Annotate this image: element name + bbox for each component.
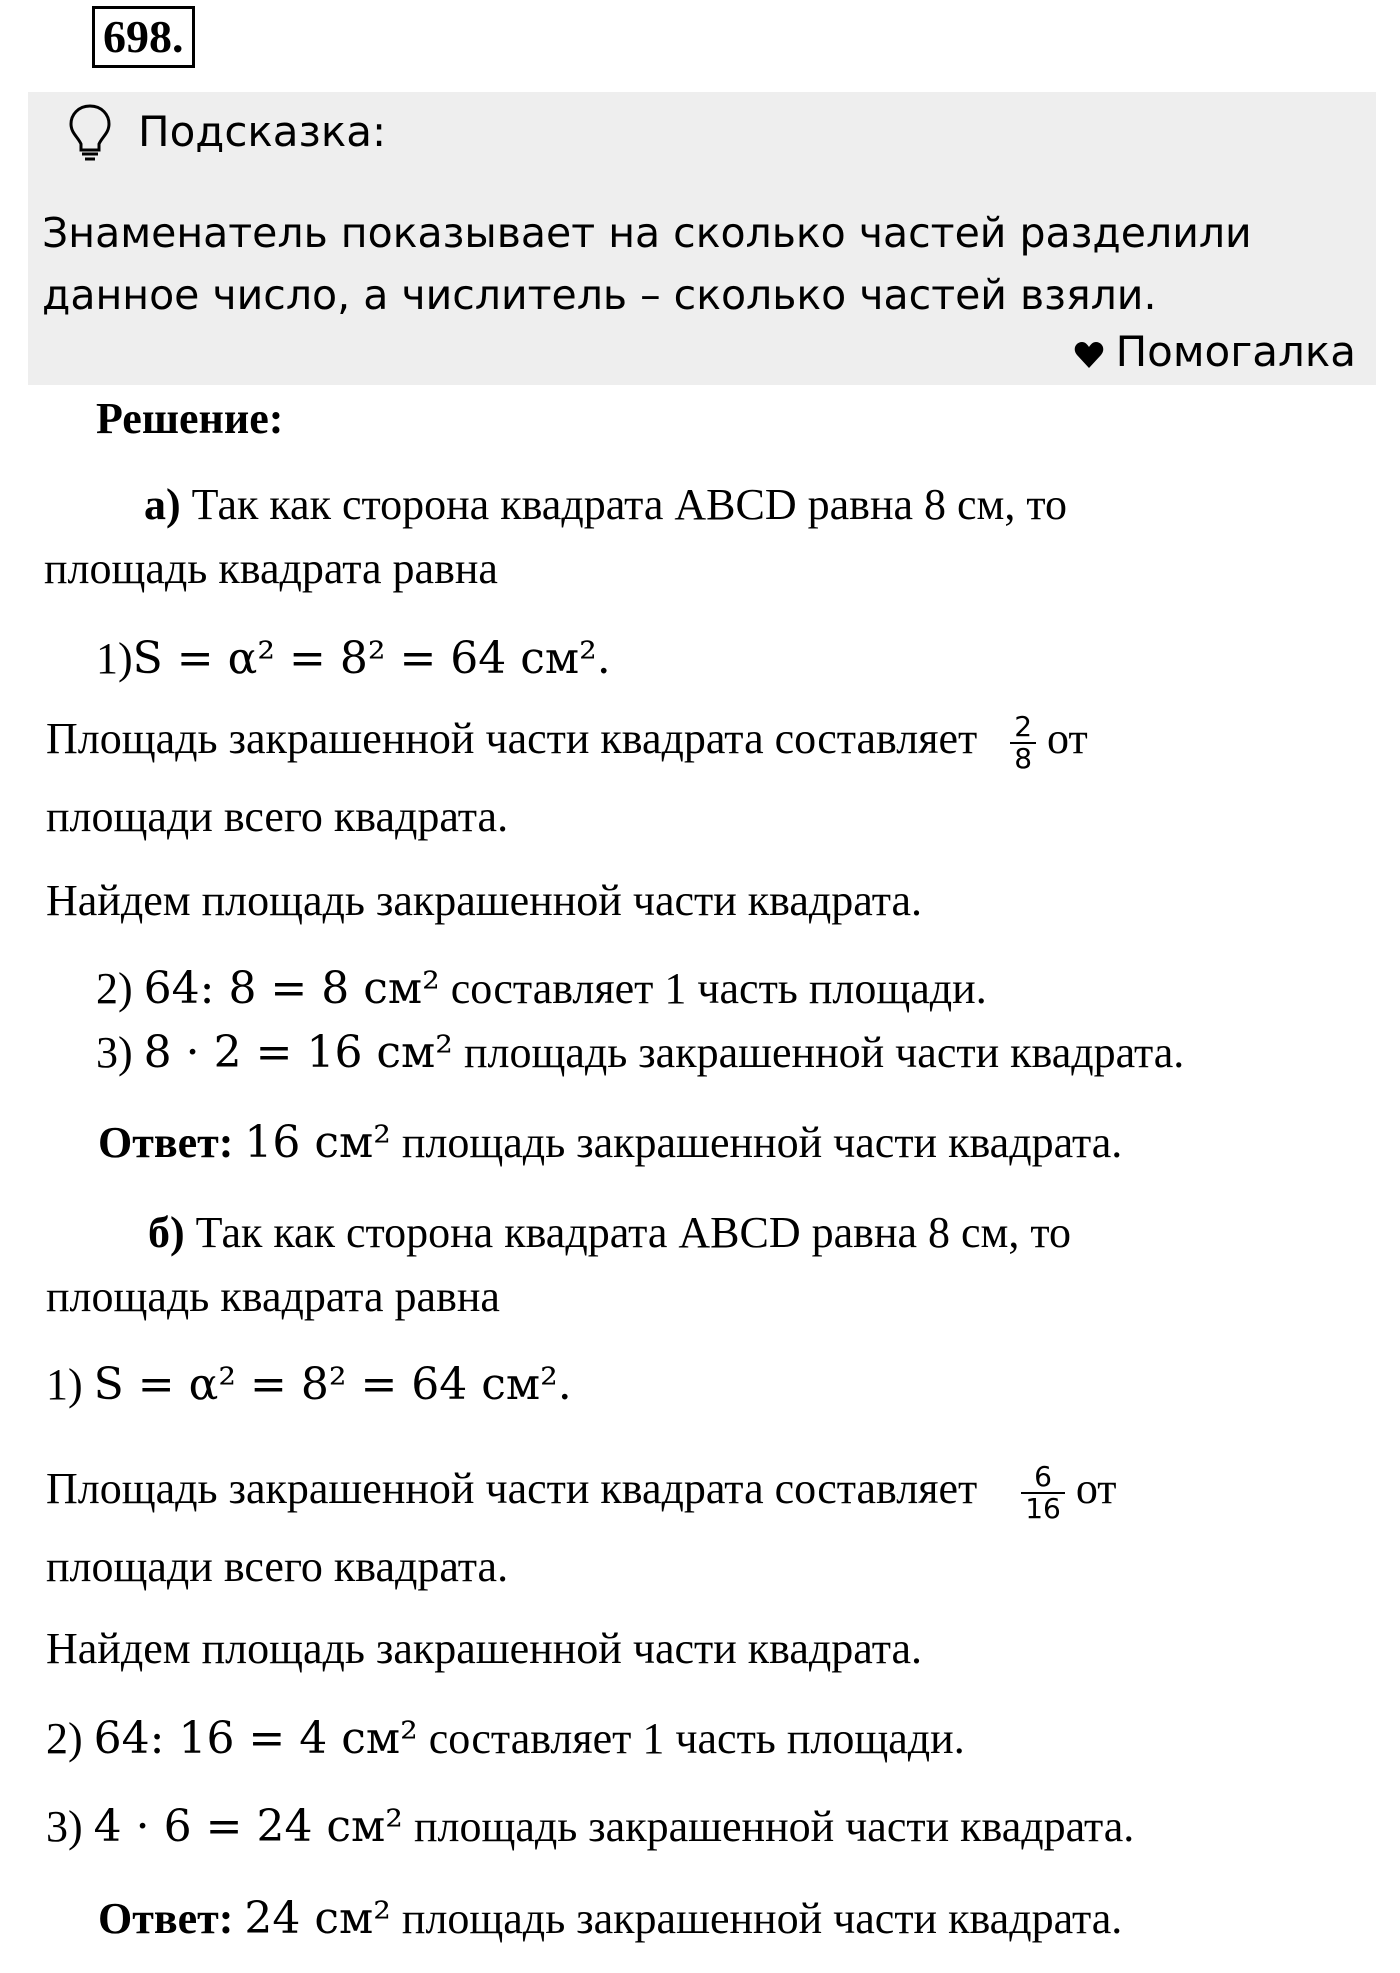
part-b-intro-line1: б) Так как сторона квадрата ABCD равна 8 см, то bbox=[148, 1208, 1072, 1257]
part-a-step1: 1)S = α² = 8² = 64 см². bbox=[96, 633, 611, 684]
helper-label: Помогалка bbox=[1115, 327, 1356, 376]
part-b-step2: 2) 64: 16 = 4 см² составляет 1 часть площади. bbox=[46, 1713, 965, 1764]
solution-heading: Решение: bbox=[96, 394, 284, 443]
part-b-fraction-line: Площадь закрашенной части квадрата составляет $\frac{6}{16}$ от bbox=[46, 1460, 1117, 1525]
task-number: 698. bbox=[92, 6, 195, 68]
lightbulb-icon bbox=[68, 102, 112, 167]
fraction-6-16: $\frac{6}{16}$ bbox=[1021, 1462, 1065, 1524]
hint-title: Подсказка: bbox=[138, 107, 387, 156]
part-b-find: Найдем площадь закрашенной части квадрата. bbox=[46, 1624, 922, 1673]
part-a-intro-line1: а) Так как сторона квадрата ABCD равна 8 см, то bbox=[144, 480, 1068, 529]
part-b-fraction-line2: площади всего квадрата. bbox=[46, 1542, 509, 1591]
helper-link[interactable] bbox=[1074, 324, 1356, 383]
part-a-find: Найдем площадь закрашенной части квадрата. bbox=[46, 876, 922, 925]
part-b-answer: Ответ: 24 см² площадь закрашенной части квадрата. bbox=[98, 1893, 1123, 1944]
part-a-step3: 3) 8 · 2 = 16 см² площадь закрашенной части квадрата. bbox=[96, 1027, 1185, 1078]
part-b-intro-line2: площадь квадрата равна bbox=[46, 1272, 500, 1321]
part-a-step2: 2) 64: 8 = 8 см² составляет 1 часть площади. bbox=[96, 963, 987, 1014]
part-b-step3: 3) 4 · 6 = 24 см² площадь закрашенной части квадрата. bbox=[46, 1801, 1135, 1852]
part-a-answer: Ответ: 16 см² площадь закрашенной части квадрата. bbox=[98, 1117, 1123, 1168]
part-b-step1: 1) S = α² = 8² = 64 см². bbox=[46, 1359, 572, 1410]
fraction-2-8: $\frac{2}{8}$ bbox=[1010, 712, 1036, 774]
part-a-label: а) bbox=[144, 480, 181, 529]
part-a-fraction-line2: площади всего квадрата. bbox=[46, 792, 509, 841]
part-a-intro-line2: площадь квадрата равна bbox=[44, 544, 498, 593]
heart-icon bbox=[1074, 327, 1104, 383]
part-a-fraction-line: Площадь закрашенной части квадрата составляет $\frac{2}{8}$ от bbox=[46, 710, 1088, 775]
hint-text: Знаменатель показывает на сколько частей разделили данное число, а числитель – сколько частей взяли. bbox=[42, 209, 1252, 319]
hint-box bbox=[28, 92, 1376, 385]
part-b-label: б) bbox=[148, 1208, 185, 1257]
